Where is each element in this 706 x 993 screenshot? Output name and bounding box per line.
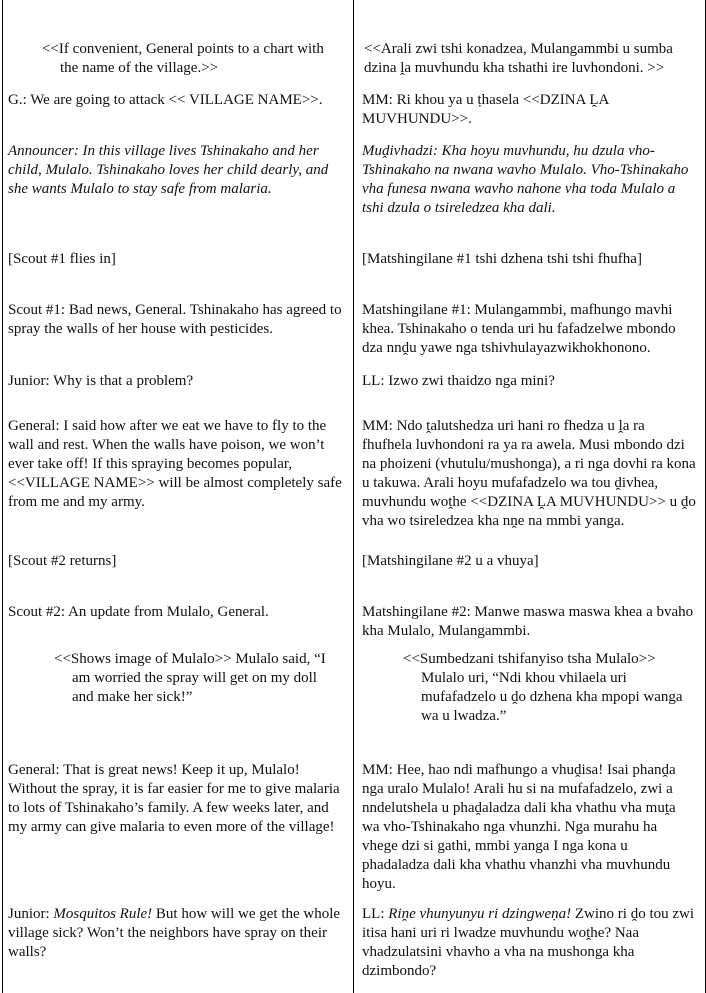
line-mulalo-ve: <<Sumbedzani tshifanyiso tsha Mulalo>> Mulalo uri, “Ndi khou vhilaela uri mufafadzelo u ḓo dzhena kha mpopi wanga wa u lwadza.” [403, 651, 683, 724]
line-junior-rule-ve: LL: Riṋe vhunyunyu ri dzingweṇa! Zwino ri ḓo tou zwi itisa hani uri ri lwadze muvhundu woṱhe? Naa vhadzulatsini vhavho a vha na mushonga kha dzimbondo? [362, 906, 695, 979]
stage-direction-scout1-en: [Scout #1 flies in] [8, 251, 116, 267]
line-announcer-en: Announcer: In this village lives Tshinakaho and her child, Mulalo. Tshinakaho loves her child dearly, and she wants Mulalo to stay safe from malaria. [8, 143, 329, 197]
column-divider [353, 0, 354, 993]
stage-direction-scout2-ve: [Matshingilane #2 u a vhuya] [362, 553, 539, 569]
line-announcer-ve: Muḓivhadzi: Kha hoyu muvhundu, hu dzula vho-Tshinakaho na nwana wavho Mulalo. Vho-Tshinakaho vha funesa nwana wavho nahone vha toda Mulalo a tshi dzula o tsireledzea kha dali. [362, 143, 689, 216]
line-mulalo-en: <<Shows image of Mulalo>> Mulalo said, “I am worried the spray will get on my doll and make her sick!” [54, 651, 326, 705]
line-scout2-en: Scout #2: An update from Mulalo, General. [8, 604, 269, 620]
speaker-ll: LL: [362, 906, 385, 922]
stage-direction-chart-ve: <<Arali zwi tshi konadzea, Mulangammbi u sumba dzina ḽa muvhundu kha tshathi ire luvhondoni. >> [364, 41, 673, 76]
exclamation-rine-vhunyunyu: Riṋe vhunyunyu ri dzingweṇa! [388, 906, 572, 922]
line-general-attack-en: G.: We are going to attack << VILLAGE NAME>>. [8, 92, 323, 108]
line-general-great-news-ve: MM: Hee, hao ndi mafhungo a vhuḓisa! Isai phanḓa nga uralo Mulalo! Arali hu si na mufafadzelo, zwi a nndelutshela u phaḓaladza dali kha vhathu vha muṱa wa vho-Tshinakaho nga vhunzhi. Nga murahu ha vhege dzi si gathi, mmbi yanga I nga kona u phadaladza dali kha vhathu vhanzhi vha muvhundu hoyu. [362, 762, 676, 892]
line-general-attack-ve: MM: Ri khou ya u ṭhasela <<DZINA ḼA MUVHUNDU>>. [362, 92, 609, 127]
line-scout1-en: Scout #1: Bad news, General. Tshinakaho has agreed to spray the walls of her house with pesticides. [8, 302, 342, 337]
line-scout2-ve: Matshingilane #2: Manwe maswa maswa khea a bvaho kha Mulalo, Mulangammbi. [362, 604, 694, 639]
stage-direction-chart-en: <<If convenient, General points to a chart with the name of the village.>> [42, 41, 324, 76]
line-junior-rule-en: Junior: Mosquitos Rule! But how will we get the whole village sick? Won’t the neighbors have spray on their walls? [8, 906, 341, 960]
line-junior-problem-en: Junior: Why is that a problem? [8, 373, 194, 389]
stage-direction-scout1-ve: [Matshingilane #1 tshi dzhena tshi tshi fhufha] [362, 251, 642, 267]
exclamation-mosquitos-rule: Mosquitos Rule! [53, 906, 153, 922]
line-scout1-ve: Matshingilane #1: Mulangammbi, mafhungo mavhi khea. Tshinakaho o tenda uri hu fafadzelwe mbondo dza nnḓu yawe nga tshivhulayazwikhokhonono. [362, 302, 676, 356]
stage-direction-scout2-en: [Scout #2 returns] [8, 553, 117, 569]
line-general-walls-ve: MM: Ndo ṱalutshedza uri hani ro fhedza u ḽa ra fhufhela luvhondoni ra ya ra awela. Musi mbondo dzi na phoizeni (vhutulu/mushonga), a ri nga dovhi ra kona u takuwa. Arali hoyu mufafadzelo wa tou ḓivhea, muvhundu woṱhe <<DZINA ḼA MUVHUNDU>> u ḓo vha wo tsireledzea kha nṋe na mmbi yanga. [362, 418, 696, 529]
line-general-walls-en: General: I said how after we eat we have to fly to the wall and rest. When the walls have poison, we won’t ever take off! If this spraying becomes popular, <<VILLAGE NAME>> will be almost completely safe from me and my army. [8, 418, 342, 510]
speaker-junior: Junior: [8, 906, 50, 922]
line-junior-problem-ve: LL: Izwo zwi thaidzo nga mini? [362, 373, 555, 389]
line-general-great-news-en: General: That is great news! Keep it up, Mulalo! Without the spray, it is far easier for me to give malaria to lots of Tshinakaho’s family. A few weeks later, and my army can give malaria to even more of the village! [8, 762, 340, 835]
